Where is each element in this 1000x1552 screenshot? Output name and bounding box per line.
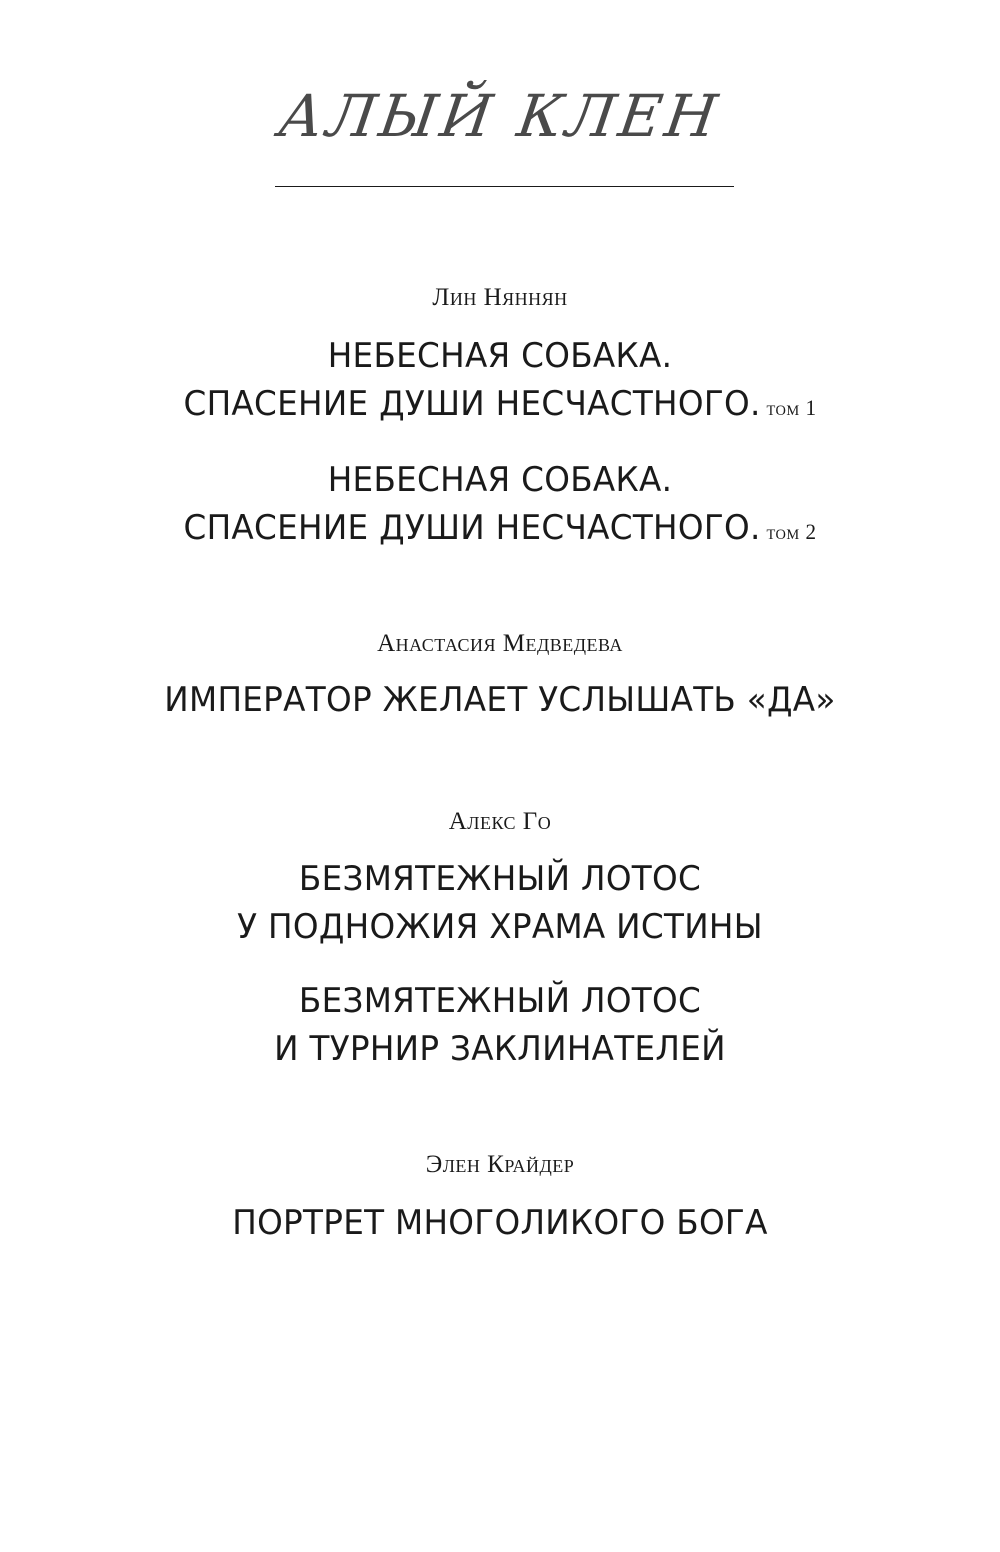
header-divider — [275, 186, 734, 187]
book-title-line: БЕЗМЯТЕЖНЫЙ ЛОТОС — [298, 859, 702, 899]
book-title-line: НЕБЕСНАЯ СОБАКА. — [327, 336, 673, 376]
book-title — [20, 1199, 980, 1247]
book-title-line: ИМПЕРАТОР ЖЕЛАЕТ УСЛЫШАТЬ «ДА» — [164, 680, 836, 720]
book-title-line: БЕЗМЯТЕЖНЫЙ ЛОТОС — [298, 981, 702, 1021]
book-title-line: ПОРТРЕТ МНОГОЛИКОГО БОГА — [232, 1203, 768, 1243]
book-title — [20, 855, 980, 951]
book-title-line — [20, 380, 980, 432]
author-name: Анастасия Медведева — [377, 630, 623, 657]
author-name: Элен Крайдер — [425, 1151, 575, 1178]
volume-label: том 2 — [766, 519, 817, 544]
book-title — [20, 977, 980, 1073]
book-title-line — [20, 504, 980, 556]
book-title — [20, 456, 980, 556]
book-title-line-text: СПАСЕНИЕ ДУШИ НЕСЧАСТНОГО. — [183, 384, 761, 424]
author-name: Лин Няннян — [432, 284, 568, 311]
author-name: Алекс Го — [448, 808, 552, 835]
volume-label: том 1 — [766, 395, 817, 420]
book-title — [20, 676, 980, 724]
book-title-line-text: СПАСЕНИЕ ДУШИ НЕСЧАСТНОГО. — [183, 508, 761, 548]
book-title-line: У ПОДНОЖИЯ ХРАМА ИСТИНЫ — [237, 907, 763, 947]
book-title-line: И ТУРНИР ЗАКЛИНАТЕЛЕЙ — [274, 1029, 726, 1069]
book-title — [20, 332, 980, 432]
book-title-line: НЕБЕСНАЯ СОБАКА. — [327, 460, 673, 500]
publisher-logo: АЛЫЙ КЛЕН — [274, 82, 726, 150]
